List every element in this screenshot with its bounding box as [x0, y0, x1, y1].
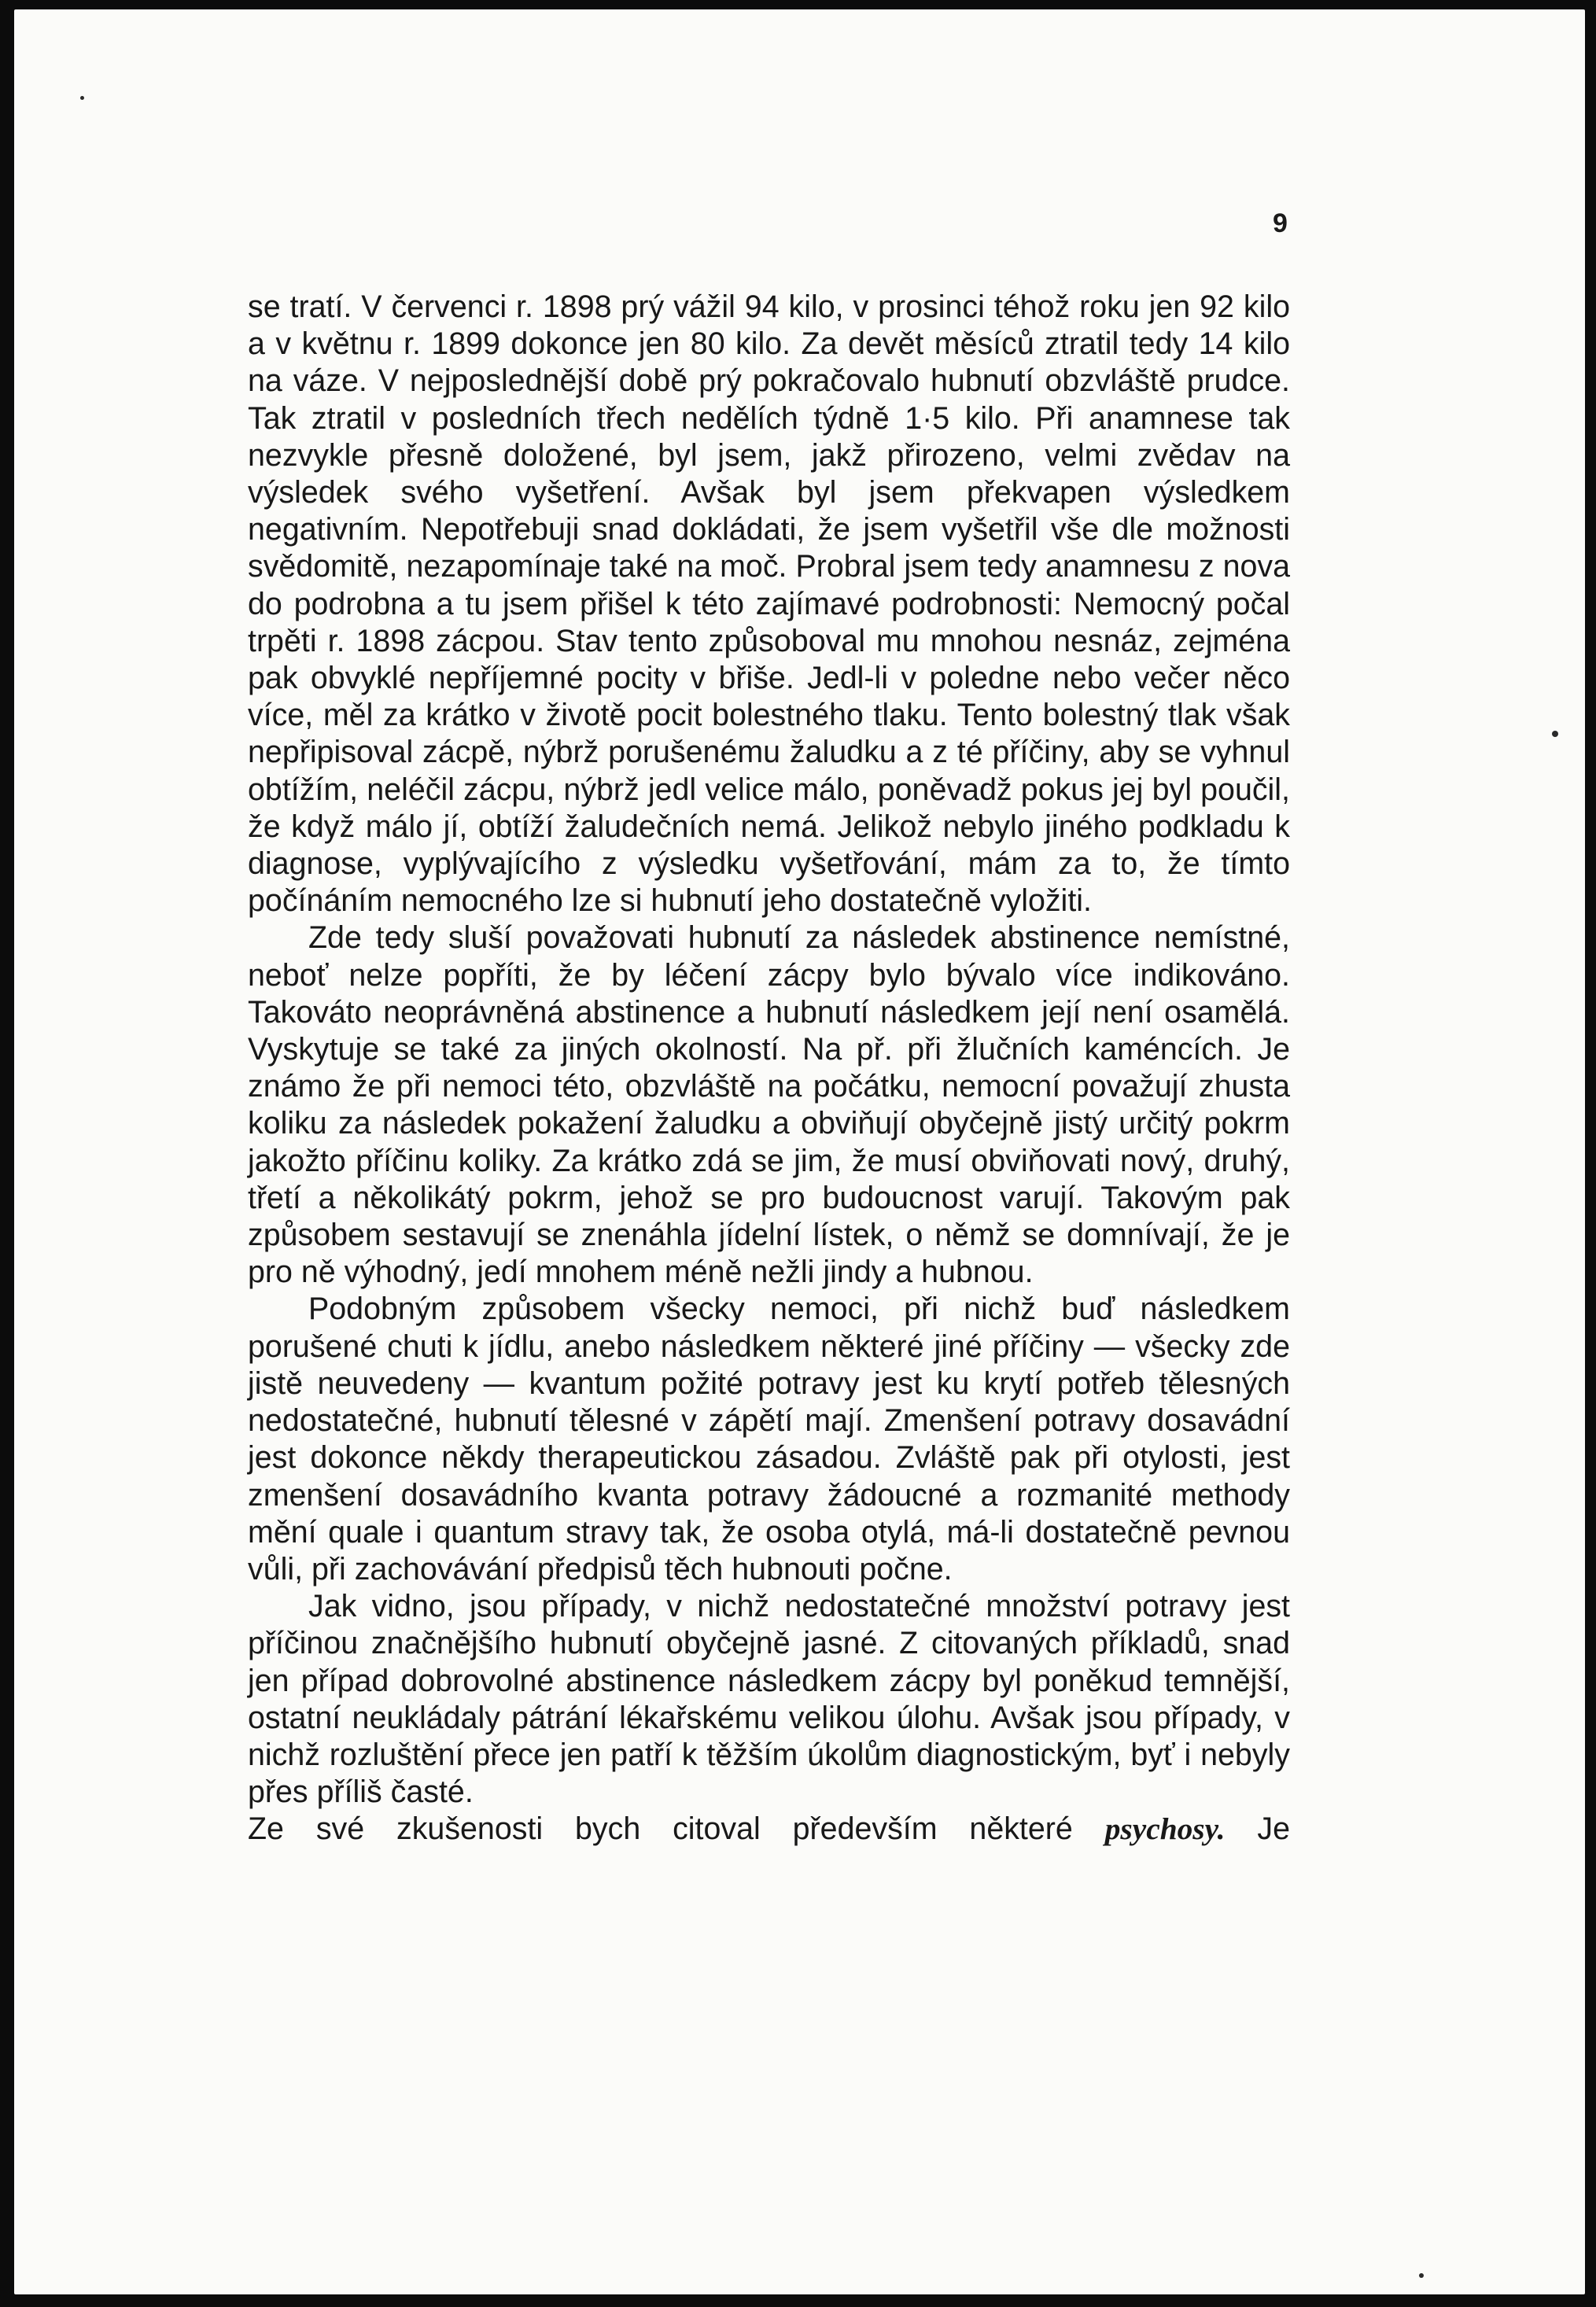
- last-line-text: Ze své zkušenosti bych citoval především některé: [248, 1811, 1073, 1847]
- paragraph-3: Podobným způsobem všecky nemoci, při nichž buď následkem porušené chuti k jídlu, anebo následkem některé jiné příčiny — všecky zde jistě neuvedeny — kvantum požité potravy jest ku krytí potřeb tělesných nedostatečné, hubnutí tělesné v zápětí mají. Zmenšení potravy dosavádní jest dokonce někdy therapeutickou zásadou. Zvláště pak při otylosti, jest zmenšení dosavádního kvanta potravy žádoucné a rozmanité methody mění quale i quantum stravy tak, že osoba otylá, má-li dostatečně pevnou vůli, při zachovávání předpisů těch hubnouti počne.: [248, 1292, 1290, 1587]
- last-line: [248, 1811, 1290, 1848]
- scan-speck: [80, 96, 84, 100]
- paragraph-4: Jak vidno, jsou případy, v nichž nedostatečné množství potravy jest příčinou značnějšího hubnutí obyčejně jasné. Z citovaných příkladů, snad jen případ dobrovolné abstinence následkem zácpy byl poněkud temnější, ostatní neukládaly pátrání lékařskému velikou úlohu. Avšak jsou případy, v nichž rozluštění přece jen patří k těžším úkolům diagnostickým, byť i nebyly přes příliš časté.: [248, 1589, 1290, 1810]
- scan-speck: [1552, 731, 1558, 737]
- scan-speck: [1419, 2273, 1424, 2278]
- page-number: 9: [1273, 208, 1288, 238]
- paragraph-4-last-line: [248, 1811, 1290, 1848]
- paragraph-2: Zde tedy sluší považovati hubnutí za následek abstinence nemístné, neboť nelze popříti, že by léčení zácpy bylo bývalo více indikováno. Takováto neoprávněná abstinence a hubnutí následkem její není osamělá. Vyskytuje se také za jiných okolností. Na př. při žlučních kaméncích. Je známo že při nemoci této, obzvláště na počátku, nemocní považují zhusta koliku za následek pokažení žaludku a obviňují obyčejně jistý určitý pokrm jakožto příčinu koliky. Za krátko zdá se jim, že musí obviňovati nový, druhý, třetí a několikátý pokrm, jehož se pro budoucnost varují. Takovým pak způsobem sestavují se znenáhla jídelní lístek, o němž se domnívají, že je pro ně výhodný, jedí mnohem méně nežli jindy a hubnou.: [248, 920, 1290, 1290]
- last-line-end: Je: [1257, 1811, 1290, 1847]
- italic-word: psychosy.: [1104, 1811, 1226, 1847]
- paragraph-1: se tratí. V červenci r. 1898 prý vážil 94 kilo, v prosinci téhož roku jen 92 kilo a v květnu r. 1899 dokonce jen 80 kilo. Za devět měsíců ztratil tedy 14 kilo na váze. V nejposlednější době prý pokračovalo hubnutí obzvláště prudce. Tak ztratil v posledních třech nedělích týdně 1·5 kilo. Při anamnese tak nezvykle přesně doložené, byl jsem, jakž přirozeno, velmi zvědav na výsledek svého vyšetření. Avšak byl jsem překvapen výsledkem negativním. Nepotřebuji snad dokládati, že jsem vyšetřil vše dle možnosti svědomitě, nezapomínaje také na moč. Probral jsem tedy anamnesu z nova do podrobna a tu jsem přišel k této zajímavé podrobnosti: Nemocný počal trpěti r. 1898 zácpou. Stav tento způsoboval mu mnohou nesnáz, zejména pak obvyklé nepříjemné pocity v břiše. Jedl-li v poledne nebo večer něco více, měl za krátko v životě pocit bolestného tlaku. Tento bolestný tlak však nepřipisoval zácpě, nýbrž porušenému žaludku a z té příčiny, aby se vyhnul obtížím, neléčil zácpu, nýbrž jedl velice málo, poněvadž pokus jej byl poučil, že když málo jí, obtíží žaludečních nemá. Jelikož nebylo jiného podkladu k diagnose, vyplývajícího z výsledku vyšetřování, mám za to, že tímto počínáním nemocného lze si hubnutí jeho dostatečně vyložiti.: [248, 289, 1290, 919]
- body-text: [248, 289, 1290, 1848]
- book-page: [14, 9, 1585, 2294]
